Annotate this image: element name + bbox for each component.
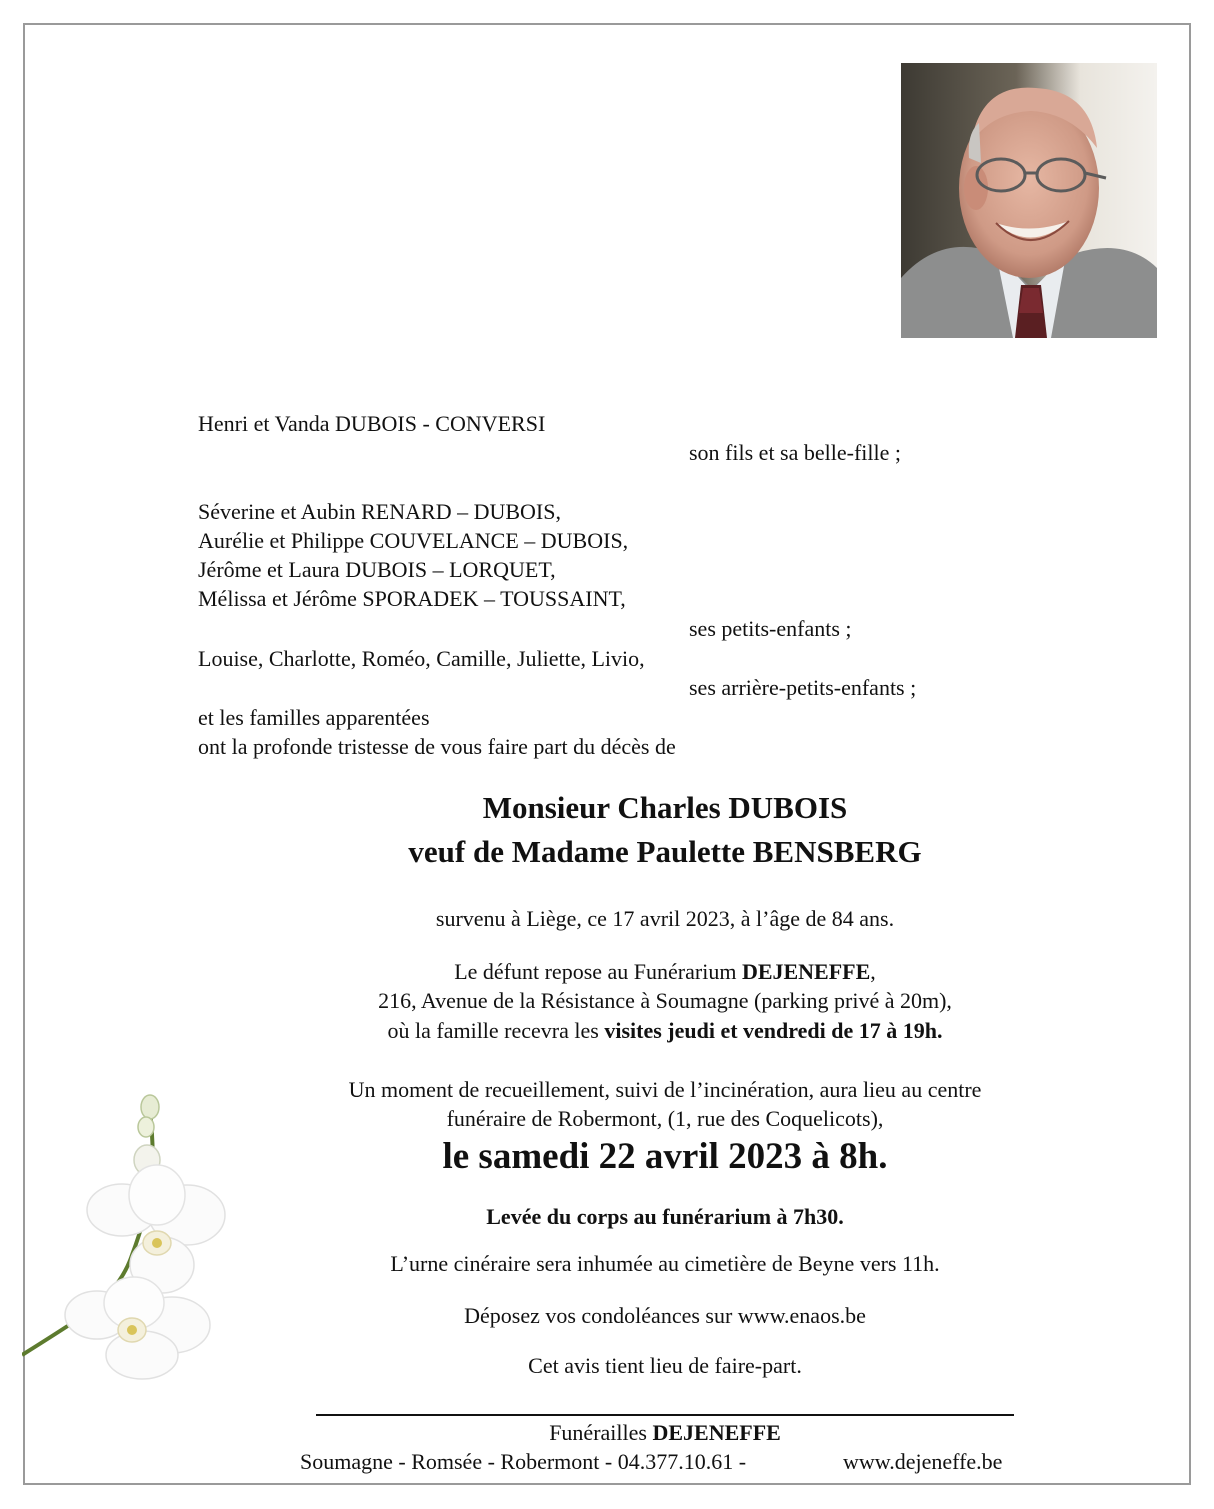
condolences-line: Déposez vos condoléances sur www.enaos.be <box>464 1303 866 1328</box>
repose-comma: , <box>870 959 876 984</box>
footer-locations: Soumagne - Romsée - Robermont - 04.377.10.61 - <box>300 1449 747 1474</box>
footer-label: Funérailles <box>549 1420 653 1445</box>
orchid-flower-lower <box>65 1277 210 1379</box>
death-details: survenu à Liège, ce 17 avril 2023, à l’âge de 84 ans. <box>435 906 895 931</box>
urn-line: L’urne cinéraire sera inhumée au cimetière de Beyne vers 11h. <box>390 1251 940 1276</box>
footer-divider <box>316 1414 1014 1416</box>
son-role: son fils et sa belle-fille ; <box>689 440 901 465</box>
ceremony-date: le samedi 22 avril 2023 à 8h. <box>442 1136 888 1177</box>
repose-line-3 <box>160 1016 1170 1045</box>
son-names: Henri et Vanda DUBOIS - CONVERSI <box>198 411 546 436</box>
grandchildren-role: ses petits-enfants ; <box>689 616 852 641</box>
repose-line-1 <box>160 957 1170 986</box>
relatives-line: et les familles apparentées <box>198 705 430 730</box>
portrait-photo <box>901 63 1157 338</box>
grandchild-line: Séverine et Aubin RENARD – DUBOIS, <box>198 499 561 524</box>
footer-title <box>160 1418 1170 1447</box>
visits-hours: visites jeudi et vendredi de 17 à 19h. <box>604 1018 943 1043</box>
announcement-line: ont la profonde tristesse de vous faire part du décès de <box>198 734 676 759</box>
repose-text: Le défunt repose au Funérarium <box>454 959 742 984</box>
grandchild-line: Aurélie et Philippe COUVELANCE – DUBOIS, <box>198 528 629 553</box>
visits-text: où la famille recevra les <box>387 1018 605 1043</box>
funerarium-name: DEJENEFFE <box>741 959 871 984</box>
footer-website[interactable]: www.dejeneffe.be <box>843 1449 1003 1474</box>
notice-line: Cet avis tient lieu de faire-part. <box>528 1353 802 1378</box>
orchid-flower-upper <box>87 1165 225 1293</box>
deceased-widower-of: veuf de Madame Paulette BENSBERG <box>408 834 922 869</box>
repose-address: 216, Avenue de la Résistance à Soumagne (parking privé à 20m), <box>378 988 952 1013</box>
ceremony-line-2: funéraire de Robermont, (1, rue des Coquelicots), <box>446 1106 884 1131</box>
great-grandchildren-names: Louise, Charlotte, Roméo, Camille, Juliette, Livio, <box>198 646 645 671</box>
deceased-name: Monsieur Charles DUBOIS <box>482 790 848 825</box>
levee-line: Levée du corps au funérarium à 7h30. <box>486 1204 844 1229</box>
footer-brand: DEJENEFFE <box>652 1420 781 1445</box>
great-grandchildren-role: ses arrière-petits-enfants ; <box>689 675 917 700</box>
orchid-illustration <box>22 1085 272 1385</box>
grandchild-line: Mélissa et Jérôme SPORADEK – TOUSSAINT, <box>198 586 626 611</box>
grandchild-line: Jérôme et Laura DUBOIS – LORQUET, <box>198 557 556 582</box>
ceremony-line-1: Un moment de recueillement, suivi de l’incinération, aura lieu au centre <box>348 1077 982 1102</box>
